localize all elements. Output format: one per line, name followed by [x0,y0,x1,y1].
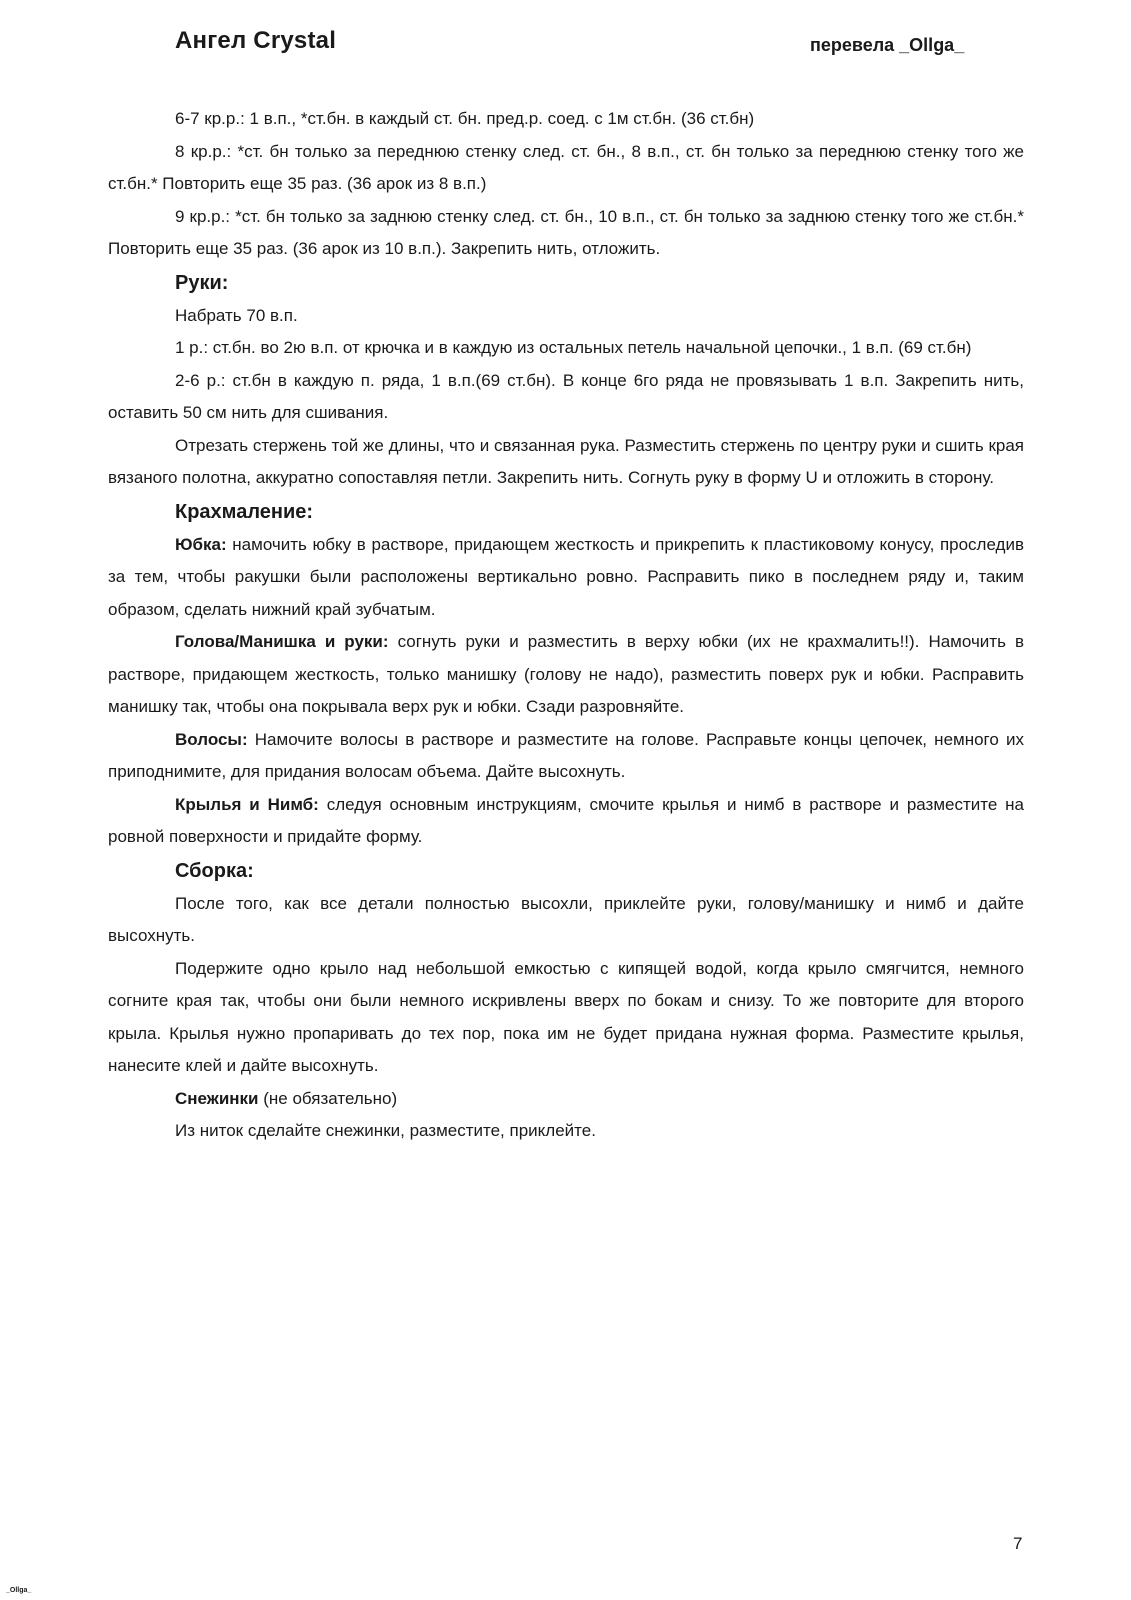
text-head: согнуть руки и разместить в верху юбки (их не крахмалить!!). Намочить в растворе, придающем жесткость, только манишку (голову не надо), разместить поверх рук и юбки. Расправить манишку так, чтобы она покрывала верх рук и юбки. Сзади разровняйте. [108,632,1025,716]
text-snowflakes-note: (не обязательно) [258,1088,398,1108]
paragraph-starch-head [108,626,1024,724]
paragraph-starch-skirt [108,529,1024,627]
paragraph-row-9: 9 кр.р.: *ст. бн только за заднюю стенку след. ст. бн., 10 в.п., ст. бн только за заднюю стенку того же ст.бн.* Повторить еще 35 раз. (36 арок из 10 в.п.). Закрепить нить, отложить. [108,206,1024,258]
paragraph-assembly-1: После того, как все детали полностью высохли, приклейте руки, голову/манишку и нимб и дайте высохнуть. [108,893,1024,945]
paragraph-arms-row-1: 1 р.: ст.бн. во 2ю в.п. от крючка и в каждую из остальных петель начальной цепочки., 1 в.п. (69 ст.бн) [175,338,972,357]
paragraph-arms-chain: Набрать 70 в.п. [175,305,298,325]
paragraph-snowflakes-title [108,1083,1024,1116]
section-heading-arms: Руки: [175,271,229,294]
paragraph-starch-hair [108,724,1024,789]
section-heading-starch: Крахмаление: [175,500,314,523]
text-wings: следуя основным инструкциям, смочите крылья и нимб в растворе и разместите на ровной поверхности и придайте форму. [108,794,1025,846]
label-head: Голова/Манишка и руки: [175,632,389,651]
section-heading-assembly: Сборка: [175,859,254,882]
translator-credit: перевела _Ollga_ [810,35,965,55]
label-wings: Крылья и Нимб: [175,794,319,814]
paragraph-row-8: 8 кр.р.: *ст. бн только за переднюю стенку след. ст. бн., 8 в.п., ст. бн только за переднюю стенку того же ст.бн.* Повторить еще 35 раз. (36 арок из 8 в.п.) [108,141,1024,193]
label-hair: Волосы: [175,729,248,749]
text-hair: Намочите волосы в растворе и разместите на голове. Расправьте концы цепочек, немного их приподнимите, для придания волосам объема. Дайте высохнуть. [108,729,1024,781]
paragraph-rows-6-7: 6-7 кр.р.: 1 в.п., *ст.бн. в каждый ст. бн. пред.р. соед. с 1м ст.бн. (36 ст.бн) [175,109,755,128]
paragraph-arms-assembly: Отрезать стержень той же длины, что и связанная рука. Разместить стержень по центру руки и сшить края вязаного полотна, аккуратно сопоставляя петли. Закрепить нить. Согнуть руку в форму U и отложить в сторону. [108,435,1024,487]
paragraph-snowflakes: Из ниток сделайте снежинки, разместите, приклейте. [175,1121,596,1140]
label-skirt: Юбка: [175,534,227,554]
watermark: _Ollga_ [6,1587,32,1594]
document-body [108,103,1024,1148]
text-skirt: намочить юбку в растворе, придающем жесткость и прикрепить к пластиковому конусу, проследив за тем, чтобы ракушки были расположены вертикально ровно. Расправить пико в последнем ряду и, таким образом, сделать нижний край зубчатым. [108,534,1024,619]
paragraph-assembly-2: Подержите одно крыло над небольшой емкостью с кипящей водой, когда крыло смягчится, немного согните края так, чтобы они были немного искривлены вверх по бокам и снизу. То же повторите для второго крыла. Крылья нужно пропаривать до тех пор, пока им не будет придана нужная форма. Разместите крылья, нанесите клей и дайте высохнуть. [108,958,1024,1075]
paragraph-starch-wings [108,789,1024,854]
page-number: 7 [1013,1534,1023,1553]
paragraph-arms-rows-2-6: 2-6 р.: ст.бн в каждую п. ряда, 1 в.п.(69 ст.бн). В конце 6го ряда не провязывать 1 в.п. Закрепить нить, оставить 50 см нить для сшивания. [108,370,1024,422]
label-snowflakes: Снежинки [175,1088,259,1108]
document-title: Ангел Crystal [175,27,337,54]
